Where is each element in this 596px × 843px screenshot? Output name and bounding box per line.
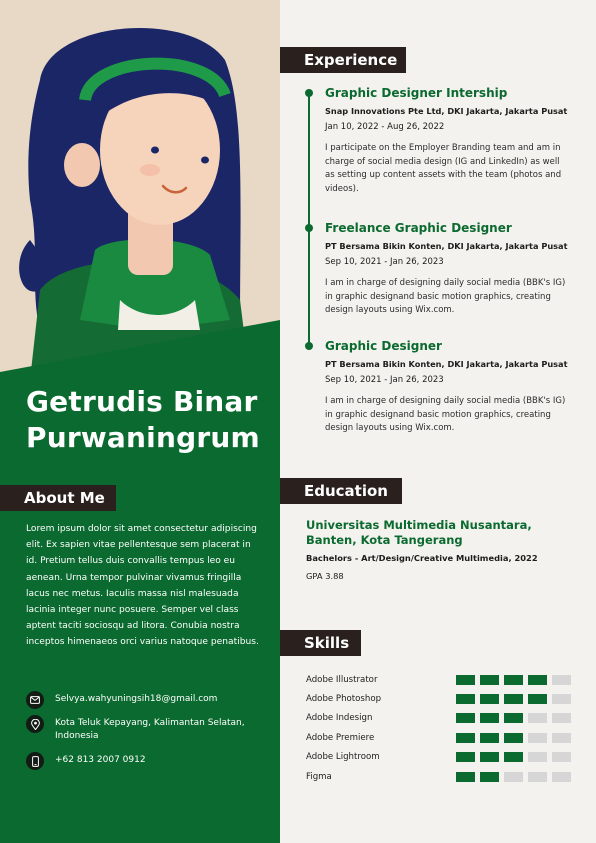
skill-bar-filled	[480, 752, 499, 762]
job-title: Graphic Designer Intership	[325, 86, 508, 100]
timeline-dot	[305, 224, 313, 232]
skill-name: Adobe Lightroom	[306, 752, 380, 763]
skill-bar-filled	[504, 733, 523, 743]
contact-phone	[26, 754, 146, 770]
skill-bar-filled	[456, 694, 475, 704]
education-item	[306, 518, 586, 582]
skill-bar-empty	[552, 675, 571, 685]
portrait-illustration	[0, 0, 280, 380]
skill-row	[306, 728, 576, 747]
skill-bar-filled	[480, 694, 499, 704]
skill-bar-filled	[504, 713, 523, 723]
name-line-2: Purwaningrum	[26, 421, 260, 454]
skill-row	[306, 709, 576, 728]
skills-list	[306, 670, 576, 786]
skill-name: Adobe Indesign	[306, 713, 373, 724]
location-pin-icon	[26, 715, 44, 733]
skill-bar-empty	[552, 713, 571, 723]
right-column	[280, 0, 596, 843]
skill-bar-empty	[528, 752, 547, 762]
skill-bar-empty	[528, 713, 547, 723]
phone-text[interactable]: +62 813 2007 0912	[55, 755, 146, 765]
skill-bar-filled	[480, 675, 499, 685]
skill-level-bars	[456, 772, 576, 782]
left-column	[0, 0, 280, 843]
mail-icon	[26, 691, 44, 709]
skill-bar-filled	[504, 675, 523, 685]
skill-row	[306, 670, 576, 689]
job-description: I am in charge of designing daily social media (BBK's IG) in graphic designand basic motion graphics, creating design layouts using Wix.com.	[325, 396, 566, 433]
skill-bar-filled	[528, 694, 547, 704]
contact-address	[26, 717, 255, 743]
skill-bar-filled	[480, 772, 499, 782]
skill-name: Adobe Premiere	[306, 732, 375, 743]
job-company: Snap Innovations Pte Ltd, DKI Jakarta, Jakarta Pusat	[325, 106, 568, 116]
timeline-dot	[305, 342, 313, 350]
skill-bar-filled	[456, 772, 475, 782]
job-description: I participate on the Employer Branding team and am in charge of social media design (IG and LinkedIn) as well as setting up content assets with the team (photos and videos).	[325, 143, 562, 194]
skill-bar-empty	[552, 694, 571, 704]
job-company: PT Bersama Bikin Konten, DKI Jakarta, Jakarta Pusat	[325, 241, 568, 251]
experience-item	[325, 86, 575, 196]
skill-name: Adobe Illustrator	[306, 674, 378, 685]
experience-item	[325, 221, 575, 318]
skill-level-bars	[456, 694, 576, 704]
job-company: PT Bersama Bikin Konten, DKI Jakarta, Jakarta Pusat	[325, 359, 568, 369]
phone-icon	[26, 752, 44, 770]
skill-bar-empty	[552, 772, 571, 782]
skill-name: Figma	[306, 771, 332, 782]
skill-bar-empty	[552, 733, 571, 743]
skill-level-bars	[456, 713, 576, 723]
skill-row	[306, 748, 576, 767]
about-me-heading: About Me	[0, 485, 116, 511]
skill-bar-filled	[504, 694, 523, 704]
job-title: Freelance Graphic Designer	[325, 221, 512, 235]
education-school: Universitas Multimedia Nusantara, Banten, Kota Tangerang	[306, 518, 532, 547]
education-gpa: GPA 3.88	[306, 571, 344, 581]
skill-level-bars	[456, 675, 576, 685]
skill-bar-filled	[480, 713, 499, 723]
job-description: I am in charge of designing daily social media (BBK's IG) in graphic designand basic motion graphics, creating design layouts using Wix.com.	[325, 278, 566, 315]
skill-bar-empty	[504, 772, 523, 782]
timeline-line	[308, 92, 310, 346]
name-line-1: Getrudis Binar	[26, 385, 258, 418]
skill-bar-empty	[552, 752, 571, 762]
experience-heading: Experience	[280, 47, 406, 73]
skill-bar-filled	[504, 752, 523, 762]
skill-level-bars	[456, 733, 576, 743]
job-date: Jan 10, 2022 - Aug 26, 2022	[325, 122, 445, 132]
skills-heading: Skills	[280, 630, 361, 656]
experience-item	[325, 339, 575, 436]
education-degree: Bachelors - Art/Design/Creative Multimedia, 2022	[306, 553, 538, 563]
job-date: Sep 10, 2021 - Jan 26, 2023	[325, 375, 444, 385]
contact-email	[26, 693, 217, 709]
education-heading: Education	[280, 478, 402, 504]
skill-bar-filled	[456, 675, 475, 685]
about-me-text: Lorem ipsum dolor sit amet consectetur adipiscing elit. Ex sapien vitae pellentesque sem placerat in id. Pretium tellus duis convallis tempus leo eu aenean. Urna tempor pulvinar vivamus fringilla lacus nec metus. Iaculis massa nisl malesuada lacinia integer nunc posuere. Semper vel class aptent taciti sociosqu ad litora. Conubia nostra inceptos himenaeos orci varius natoque penatibus.	[26, 524, 259, 648]
skill-bar-filled	[456, 733, 475, 743]
job-title: Graphic Designer	[325, 339, 442, 353]
skill-bar-empty	[528, 772, 547, 782]
skill-name: Adobe Photoshop	[306, 694, 382, 705]
skill-row	[306, 689, 576, 708]
address-text: Kota Teluk Kepayang, Kalimantan Selatan, Indonesia	[55, 718, 245, 741]
skill-row	[306, 767, 576, 786]
skill-bar-empty	[528, 733, 547, 743]
skill-bar-filled	[480, 733, 499, 743]
skill-level-bars	[456, 752, 576, 762]
job-date: Sep 10, 2021 - Jan 26, 2023	[325, 257, 444, 267]
skill-bar-filled	[528, 675, 547, 685]
skill-bar-filled	[456, 713, 475, 723]
skill-bar-filled	[456, 752, 475, 762]
timeline-dot	[305, 89, 313, 97]
email-text[interactable]: Selvya.wahyuningsih18@gmail.com	[55, 694, 218, 704]
